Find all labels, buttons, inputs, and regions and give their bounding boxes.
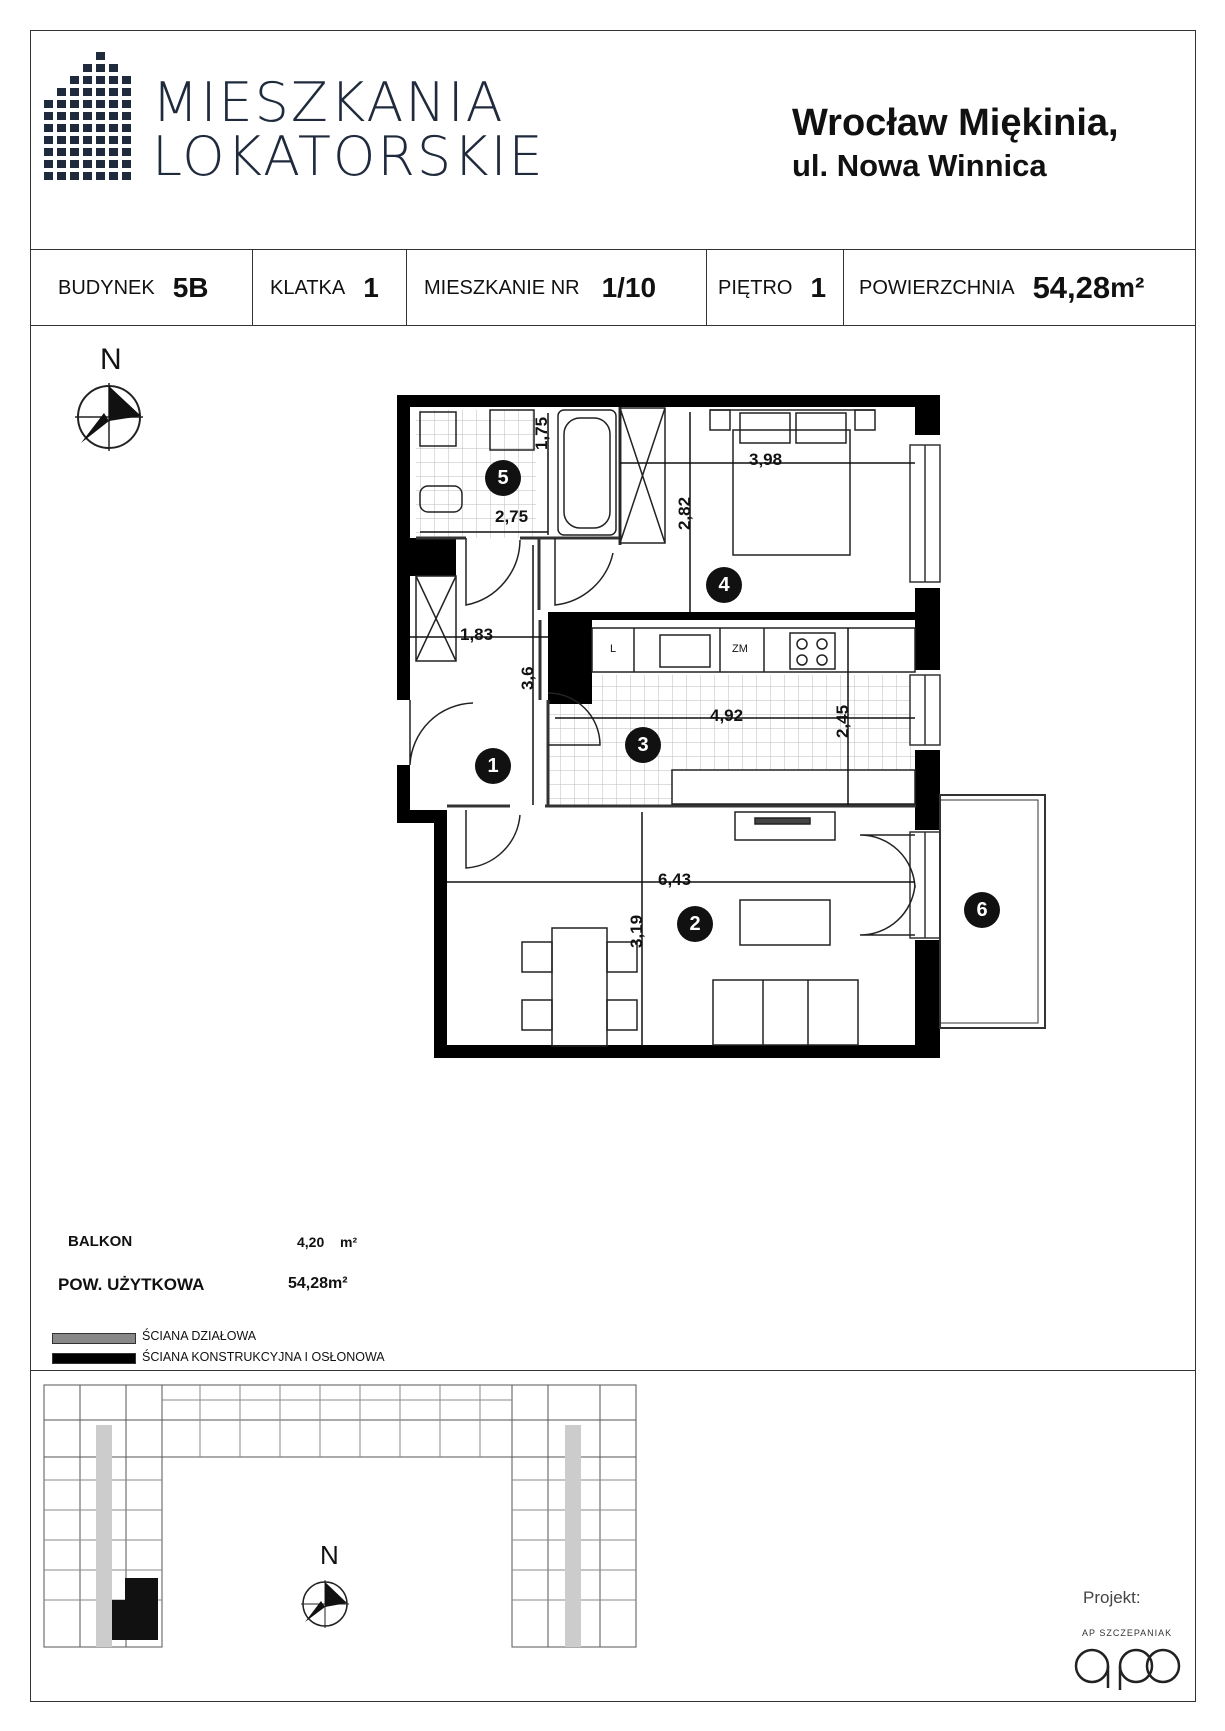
- dim-hall-w: 1,83: [460, 625, 494, 644]
- dim-hall-h: 3,6: [518, 666, 537, 690]
- dim-kitchen-w: 4,92: [710, 706, 744, 725]
- room-marker-2: 2: [677, 906, 713, 942]
- area-label: POWIERZCHNIA: [859, 276, 1015, 299]
- project-label: Projekt:: [1083, 1588, 1141, 1607]
- stair-label: KLATKA: [270, 276, 346, 299]
- address-line-2: ul. Nowa Winnica: [792, 148, 1047, 183]
- coffee-table-icon: [740, 900, 830, 945]
- usable-area-value: 54,28m²: [288, 1275, 348, 1292]
- architect-name: AP SZCZEPANIAK: [1082, 1628, 1173, 1638]
- address-line-1: Wrocław Miękinia,: [792, 102, 1119, 144]
- tv-unit-icon: [735, 812, 835, 840]
- room-marker-3: 3: [625, 727, 661, 763]
- area-value: 54,28: [1032, 270, 1111, 305]
- dim-bath-h: 1,75: [532, 416, 551, 450]
- bathtub-icon: [558, 410, 616, 535]
- bed-icon: [710, 410, 875, 555]
- dishwasher-label: ZM: [732, 643, 748, 655]
- stair-value: 1: [363, 272, 379, 303]
- dining-table-icon: [552, 928, 607, 1046]
- north-compass-icon: [75, 383, 143, 451]
- dim-bed-w: 3,98: [749, 450, 783, 469]
- room-marker-5: 5: [485, 460, 521, 496]
- dim-bed-h: 2,82: [675, 496, 694, 530]
- windows: [910, 445, 940, 938]
- site-compass-label: N: [320, 1540, 339, 1570]
- legend-structural-swatch: [52, 1353, 136, 1364]
- dim-kitchen-h: 2,45: [833, 704, 852, 738]
- dim-living-h: 3,19: [627, 914, 646, 948]
- dim-living-w: 6,43: [658, 870, 692, 889]
- brand-line-2: LOKATORSKIE: [152, 125, 545, 188]
- apartment-label: MIESZKANIE NR: [424, 276, 580, 299]
- usable-area-label: POW. UŻYTKOWA: [58, 1275, 205, 1294]
- balcony-value: 4,20: [297, 1234, 325, 1250]
- legend-partition-text: ŚCIANA DZIAŁOWA: [142, 1329, 257, 1343]
- building-value: 5B: [172, 272, 209, 303]
- room-marker-1: 1: [475, 748, 511, 784]
- building-label: BUDYNEK: [58, 276, 155, 299]
- balcony-unit: m²: [340, 1234, 358, 1250]
- compass-label: N: [100, 343, 122, 376]
- kitchen-sink-icon: [660, 635, 710, 667]
- fridge-label: L: [610, 643, 617, 655]
- legend-structural-text: ŚCIANA KONSTRUKCYJNA I OSŁONOWA: [142, 1350, 385, 1364]
- brand-line-1: MIESZKANIA: [152, 71, 505, 134]
- apartment-value: 1/10: [601, 272, 657, 303]
- balcony-label: BALKON: [68, 1233, 133, 1250]
- room-marker-4: 4: [706, 567, 742, 603]
- floor-label: PIĘTRO: [718, 276, 793, 299]
- area-unit: m²: [1110, 272, 1145, 303]
- cooktop-icon: [790, 633, 835, 669]
- sofa-icon: [713, 980, 858, 1045]
- floor-value: 1: [810, 272, 827, 303]
- room-marker-6: 6: [964, 892, 1000, 928]
- dim-bath-w: 2,75: [495, 507, 529, 526]
- legend-partition-swatch: [52, 1333, 136, 1344]
